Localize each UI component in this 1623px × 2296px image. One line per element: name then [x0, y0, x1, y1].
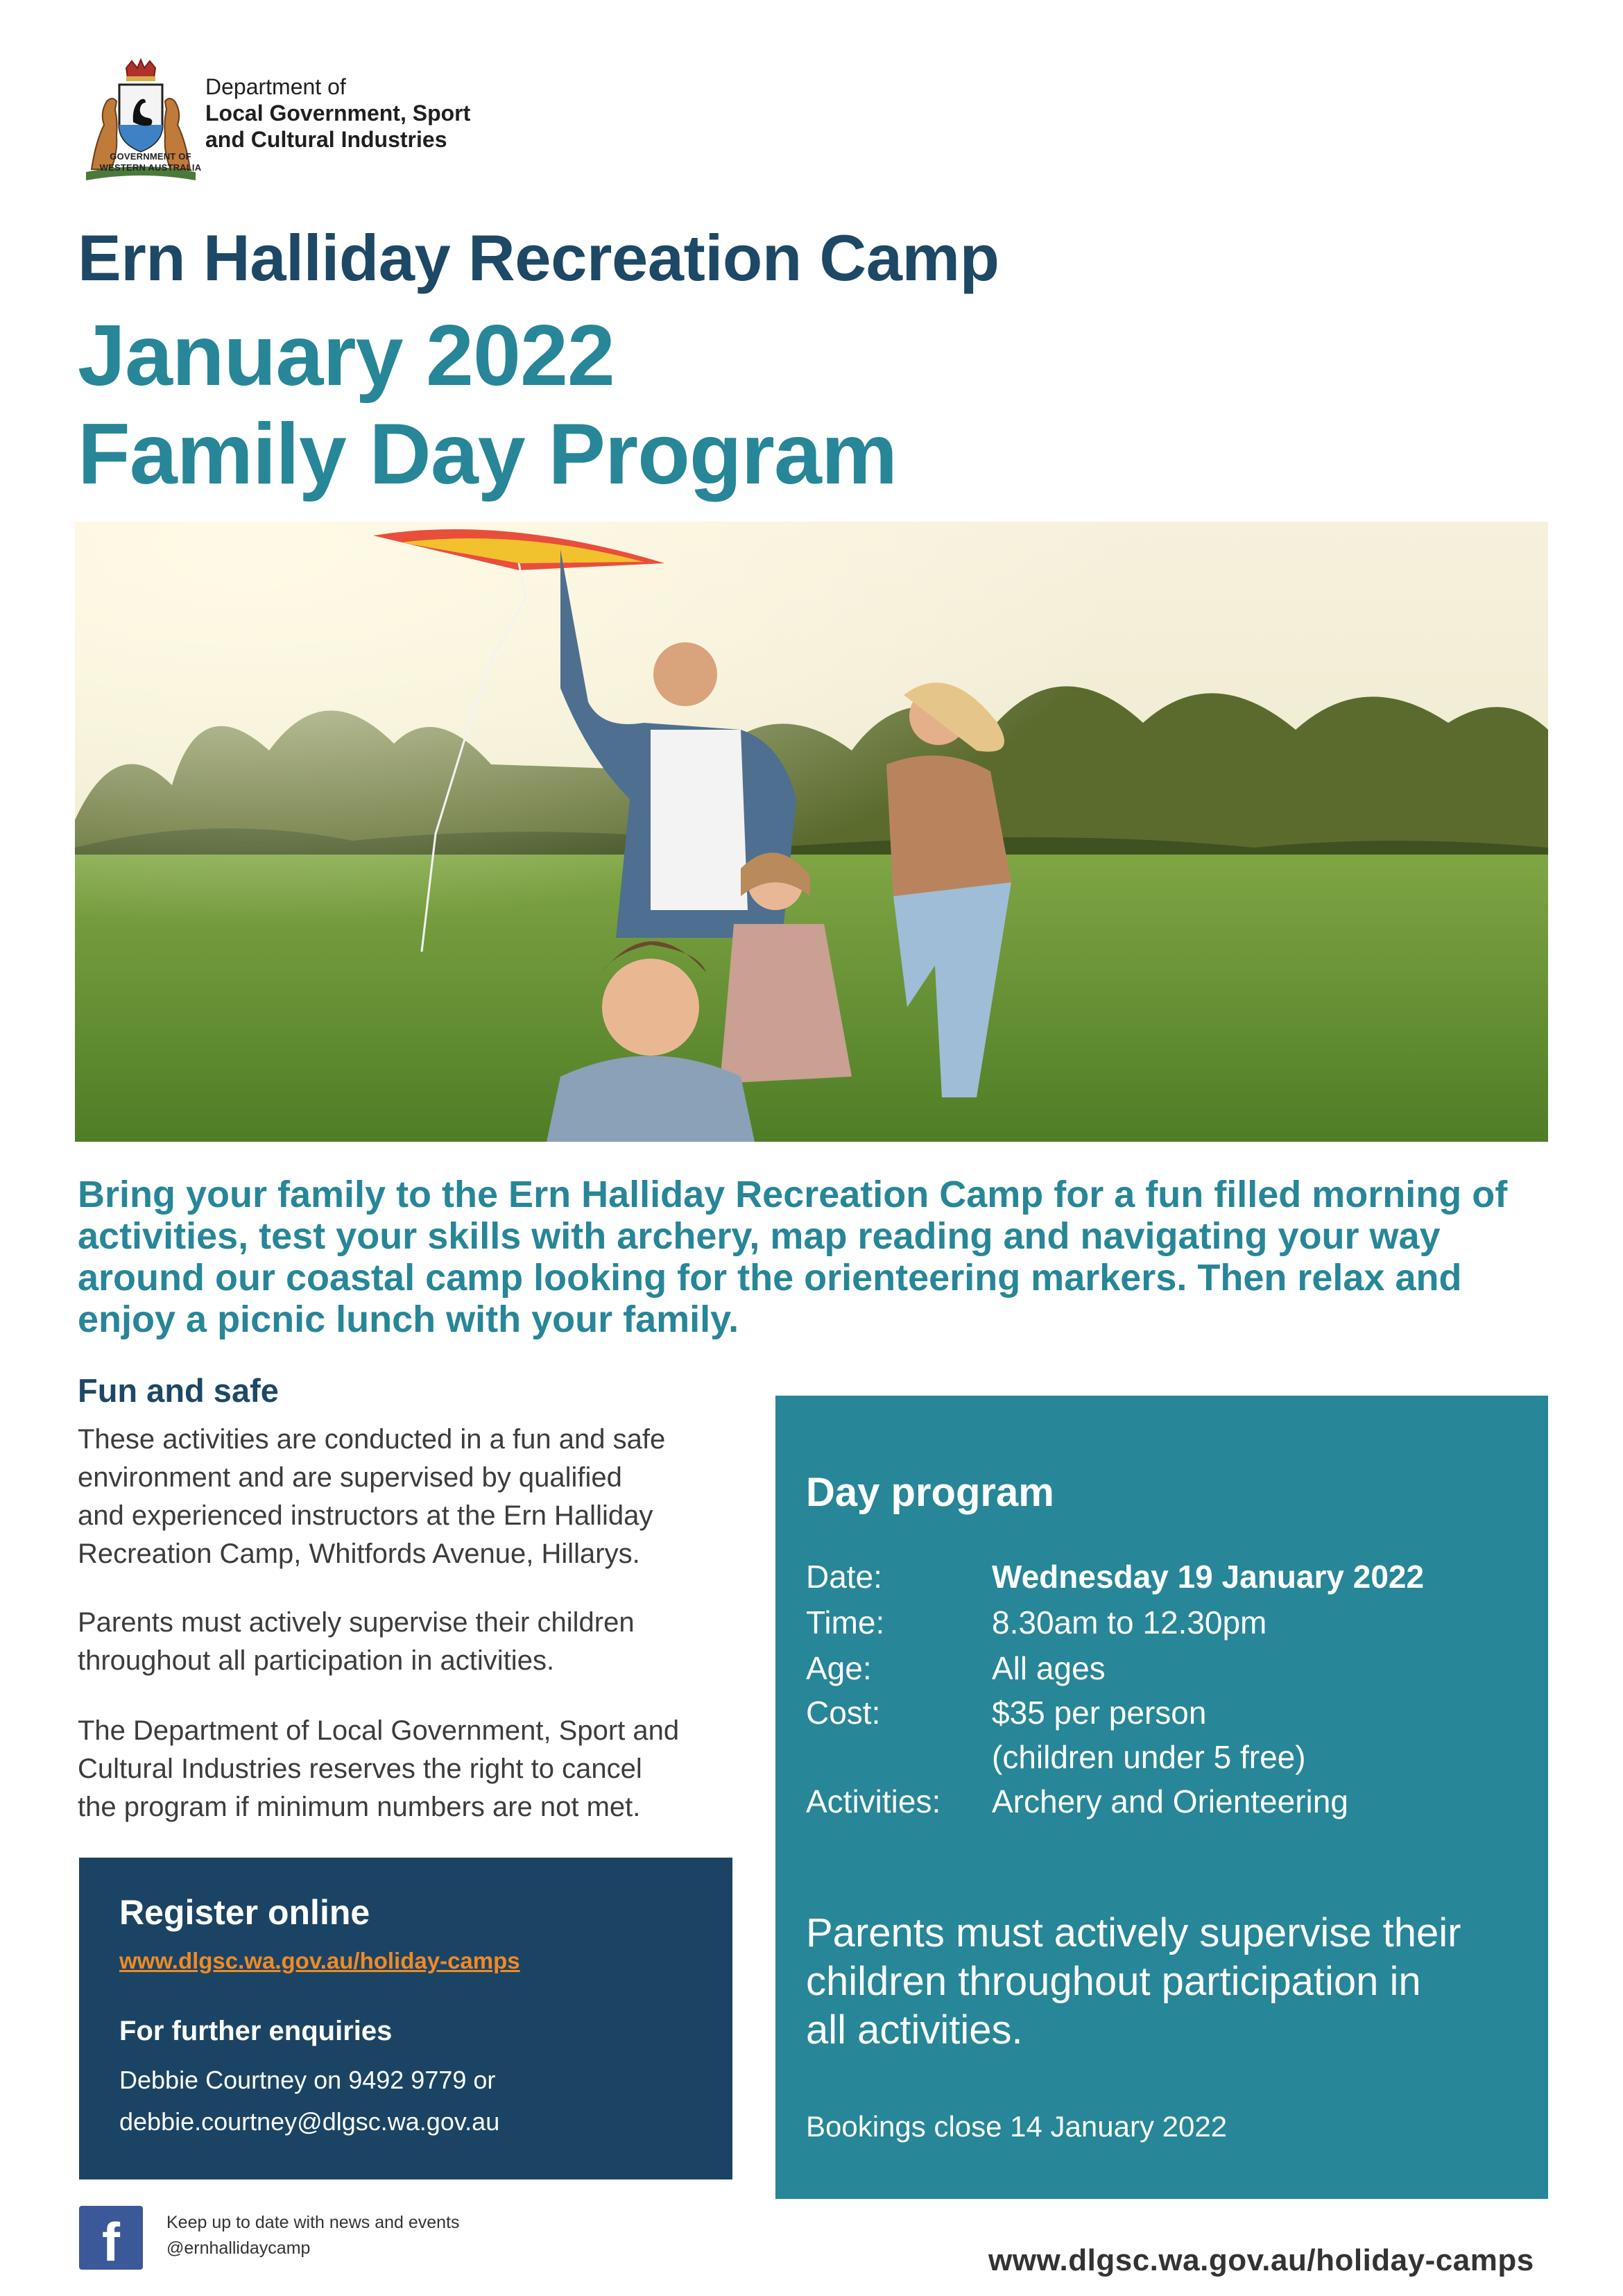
- parents-paragraph: [78, 1604, 744, 1680]
- day-program-box: [775, 1396, 1548, 2199]
- cancellation-paragraph: [78, 1712, 744, 1826]
- bookings-close: Bookings close 14 January 2022: [806, 2110, 1228, 2143]
- program-title: [78, 307, 897, 504]
- cost-label: Cost:: [806, 1695, 881, 1731]
- fun-and-safe-heading: Fun and safe: [78, 1372, 279, 1409]
- date-label: Date:: [806, 1559, 882, 1595]
- supervision-line: children throughout participation in: [806, 1959, 1421, 2004]
- department-name: [205, 74, 470, 153]
- paragraph-line: Recreation Camp, Whitfords Avenue, Hillarys.: [78, 1539, 640, 1569]
- intro-paragraph: Bring your family to the Ern Halliday Recreation Camp for a fun filled morning of activities, test your skills with archery, map reading and navigating your way around our coastal camp looking for the orienteering markers. Then relax and enjoy a picnic lunch with your family.: [78, 1174, 1508, 1340]
- activities-label: Activities:: [806, 1783, 941, 1819]
- supervision-paragraph: [78, 1421, 744, 1573]
- family-kite-photo: [75, 522, 1548, 1142]
- crest-caption: [78, 151, 223, 173]
- paragraph-line: These activities are conducted in a fun and safe: [78, 1424, 666, 1455]
- contact-email[interactable]: debbie.courtney@dlgsc.wa.gov.au: [119, 2107, 500, 2136]
- facebook-tagline: Keep up to date with news and events: [166, 2213, 460, 2232]
- paragraph-line: Cultural Industries reserves the right to cancel: [78, 1754, 642, 1784]
- facebook-text: [166, 2210, 460, 2261]
- supervision-notice: [806, 1909, 1527, 2055]
- register-box: [79, 1858, 732, 2179]
- age-value: All ages: [992, 1650, 1106, 1686]
- paragraph-line: Parents must actively supervise their children: [78, 1607, 635, 1638]
- register-heading: Register online: [119, 1893, 370, 1932]
- paragraph-line: The Department of Local Government, Sport and: [78, 1715, 680, 1746]
- footer-url[interactable]: www.dlgsc.wa.gov.au/holiday-camps: [988, 2243, 1534, 2277]
- date-value: Wednesday 19 January 2022: [992, 1559, 1425, 1595]
- crest-caption-line1: GOVERNMENT OF: [110, 151, 191, 162]
- contact-name-phone: Debbie Courtney on 9492 9779 or: [119, 2066, 496, 2094]
- paragraph-line: environment and are supervised by qualified: [78, 1462, 622, 1493]
- time-label: Time:: [806, 1604, 885, 1640]
- camp-title: Ern Halliday Recreation Camp: [78, 221, 999, 294]
- time-value: 8.30am to 12.30pm: [992, 1604, 1267, 1640]
- department-line3: and Cultural Industries: [205, 127, 447, 152]
- facebook-handle[interactable]: @ernhallidaycamp: [166, 2238, 311, 2258]
- age-label: Age:: [806, 1650, 872, 1686]
- crest-caption-line2: WESTERN AUSTRALIA: [99, 162, 202, 173]
- paragraph-line: the program if minimum numbers are not met.: [78, 1792, 641, 1822]
- cost-note: (children under 5 free): [992, 1739, 1306, 1775]
- department-line2: Local Government, Sport: [205, 101, 471, 126]
- enquiries-heading: For further enquiries: [119, 2016, 393, 2046]
- supervision-line: Parents must actively supervise their: [806, 1910, 1461, 1955]
- cost-value: $35 per person: [992, 1695, 1207, 1731]
- facebook-icon[interactable]: f: [79, 2206, 143, 2270]
- paragraph-line: and experienced instructors at the Ern Halliday: [78, 1500, 653, 1531]
- paragraph-line: throughout all participation in activities.: [78, 1645, 555, 1676]
- department-line1: Department of: [205, 74, 346, 99]
- activities-value: Archery and Orienteering: [992, 1783, 1348, 1819]
- supervision-line: all activities.: [806, 2007, 1023, 2053]
- register-link[interactable]: www.dlgsc.wa.gov.au/holiday-camps: [119, 1948, 520, 1973]
- day-program-heading: Day program: [806, 1470, 1054, 1515]
- program-title-name: Family Day Program: [78, 406, 898, 502]
- program-title-date: January 2022: [78, 308, 615, 404]
